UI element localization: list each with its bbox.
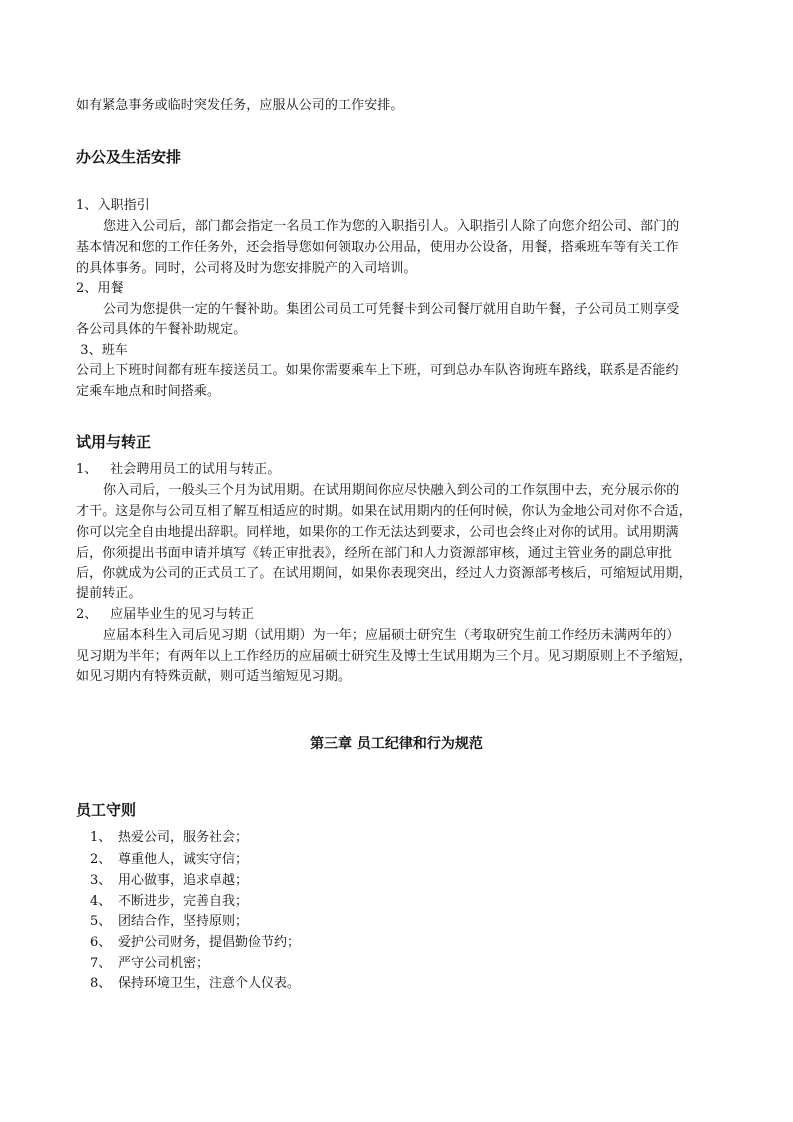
probation-item1-line: 提前转正。 xyxy=(76,586,142,601)
rule-text: 用心做事，追求卓越； xyxy=(118,873,249,888)
probation-item1-line: 你入司后，一般头三个月为试用期。在试用期间你应尽快融入到公司的工作氛围中去，充分展示你的 xyxy=(103,483,680,498)
probation-item1-label: 1、 社会聘用员工的试用与转正。 xyxy=(76,462,281,477)
rule-text: 热爱公司，服务社会； xyxy=(118,830,249,845)
rule-number: 5、 xyxy=(90,914,112,929)
rule-text: 尊重他人，诚实守信； xyxy=(118,852,249,867)
office-item2-label: 2、用餐 xyxy=(76,281,124,296)
rule-item xyxy=(90,934,300,952)
rule-item xyxy=(90,955,209,973)
probation-item2-line: 如见习期内有特殊贡献，则可适当缩短见习期。 xyxy=(76,669,352,684)
probation-item1-line: 后，你就成为公司的正式员工了。在试用期间，如果你表现突出，经过人力资源部考核后，可缩短试用期， xyxy=(76,566,692,581)
rule-item xyxy=(90,893,248,911)
rule-number: 4、 xyxy=(90,894,112,909)
probation-item1-line: 后，你须提出书面申请并填写《转正审批表》，经所在部门和人力资源部审核，通过主管业务的副总审批 xyxy=(76,546,673,561)
probation-item1-line: 才干。这是你与公司互相了解互相适应的时期。如果在试用期内的任何时候，你认为金地公司对你不合适， xyxy=(76,504,692,519)
rule-text: 不断进步，完善自我； xyxy=(118,894,249,909)
rule-number: 8、 xyxy=(90,976,112,991)
rule-item xyxy=(90,872,248,890)
probation-item1-line: 你可以完全自由地提出辞职。同样地，如果你的工作无法达到要求，公司也会终止对你的试用。试用期满 xyxy=(76,525,679,540)
section-title-probation: 试用与转正 xyxy=(76,433,152,451)
rule-number: 2、 xyxy=(90,852,112,867)
section-title-rules: 员工守则 xyxy=(76,801,137,819)
rule-item xyxy=(90,851,248,869)
office-item1-label: 1、入职指引 xyxy=(76,198,150,213)
office-item1-line: 您进入公司后，部门都会指定一名员工作为您的入职指引人。入职指引人除了向您介绍公司、部门的 xyxy=(103,219,680,234)
office-item3-line: 定乘车地点和时间搭乘。 xyxy=(76,384,221,399)
section-title-office: 办公及生活安排 xyxy=(76,148,182,166)
office-item3-label: 3、班车 xyxy=(76,343,128,358)
probation-item2-label: 2、 应届毕业生的见习与转正 xyxy=(76,607,255,622)
rule-item xyxy=(90,829,248,847)
probation-item2-line: 见习期为半年；有两年以上工作经历的应届硕士研究生及博士生试用期为三个月。见习期原则上不予缩短， xyxy=(76,649,692,664)
office-item3-line: 公司上下班时间都有班车接送员工。如果你需要乘车上下班，可到总办车队咨询班车路线，联系是否能约 xyxy=(76,363,679,378)
rule-text: 严守公司机密； xyxy=(118,956,210,971)
rule-number: 3、 xyxy=(90,873,112,888)
rule-number: 7、 xyxy=(90,956,112,971)
intro-line: 如有紧急事务或临时突发任务，应服从公司的工作安排。 xyxy=(76,98,404,113)
rule-number: 1、 xyxy=(90,830,112,845)
rule-item xyxy=(90,975,300,993)
rule-text: 爱护公司财务，提倡勤俭节约； xyxy=(118,935,301,950)
rule-text: 团结合作，坚持原则； xyxy=(118,914,249,929)
rule-text: 保持环境卫生，注意个人仪表。 xyxy=(118,976,301,991)
office-item1-line: 的具体事务。同时，公司将及时为您安排脱产的入司培训。 xyxy=(76,261,417,276)
office-item1-line: 基本情况和您的工作任务外，还会指导您如何领取办公用品，使用办公设备，用餐，搭乘班车等有关工作 xyxy=(76,240,679,255)
office-item2-line: 公司为您提供一定的午餐补助。集团公司员工可凭餐卡到公司餐厅就用自助午餐，子公司员工则享受 xyxy=(103,302,680,317)
rule-item xyxy=(90,913,248,931)
office-item2-line: 各公司具体的午餐补助规定。 xyxy=(76,322,247,337)
chapter-title: 第三章 员工纪律和行为规范 xyxy=(310,736,483,752)
probation-item2-line: 应届本科生入司后见习期（试用期）为一年；应届硕士研究生（考取研究生前工作经历未满两年的） xyxy=(103,628,680,643)
rule-number: 6、 xyxy=(90,935,112,950)
